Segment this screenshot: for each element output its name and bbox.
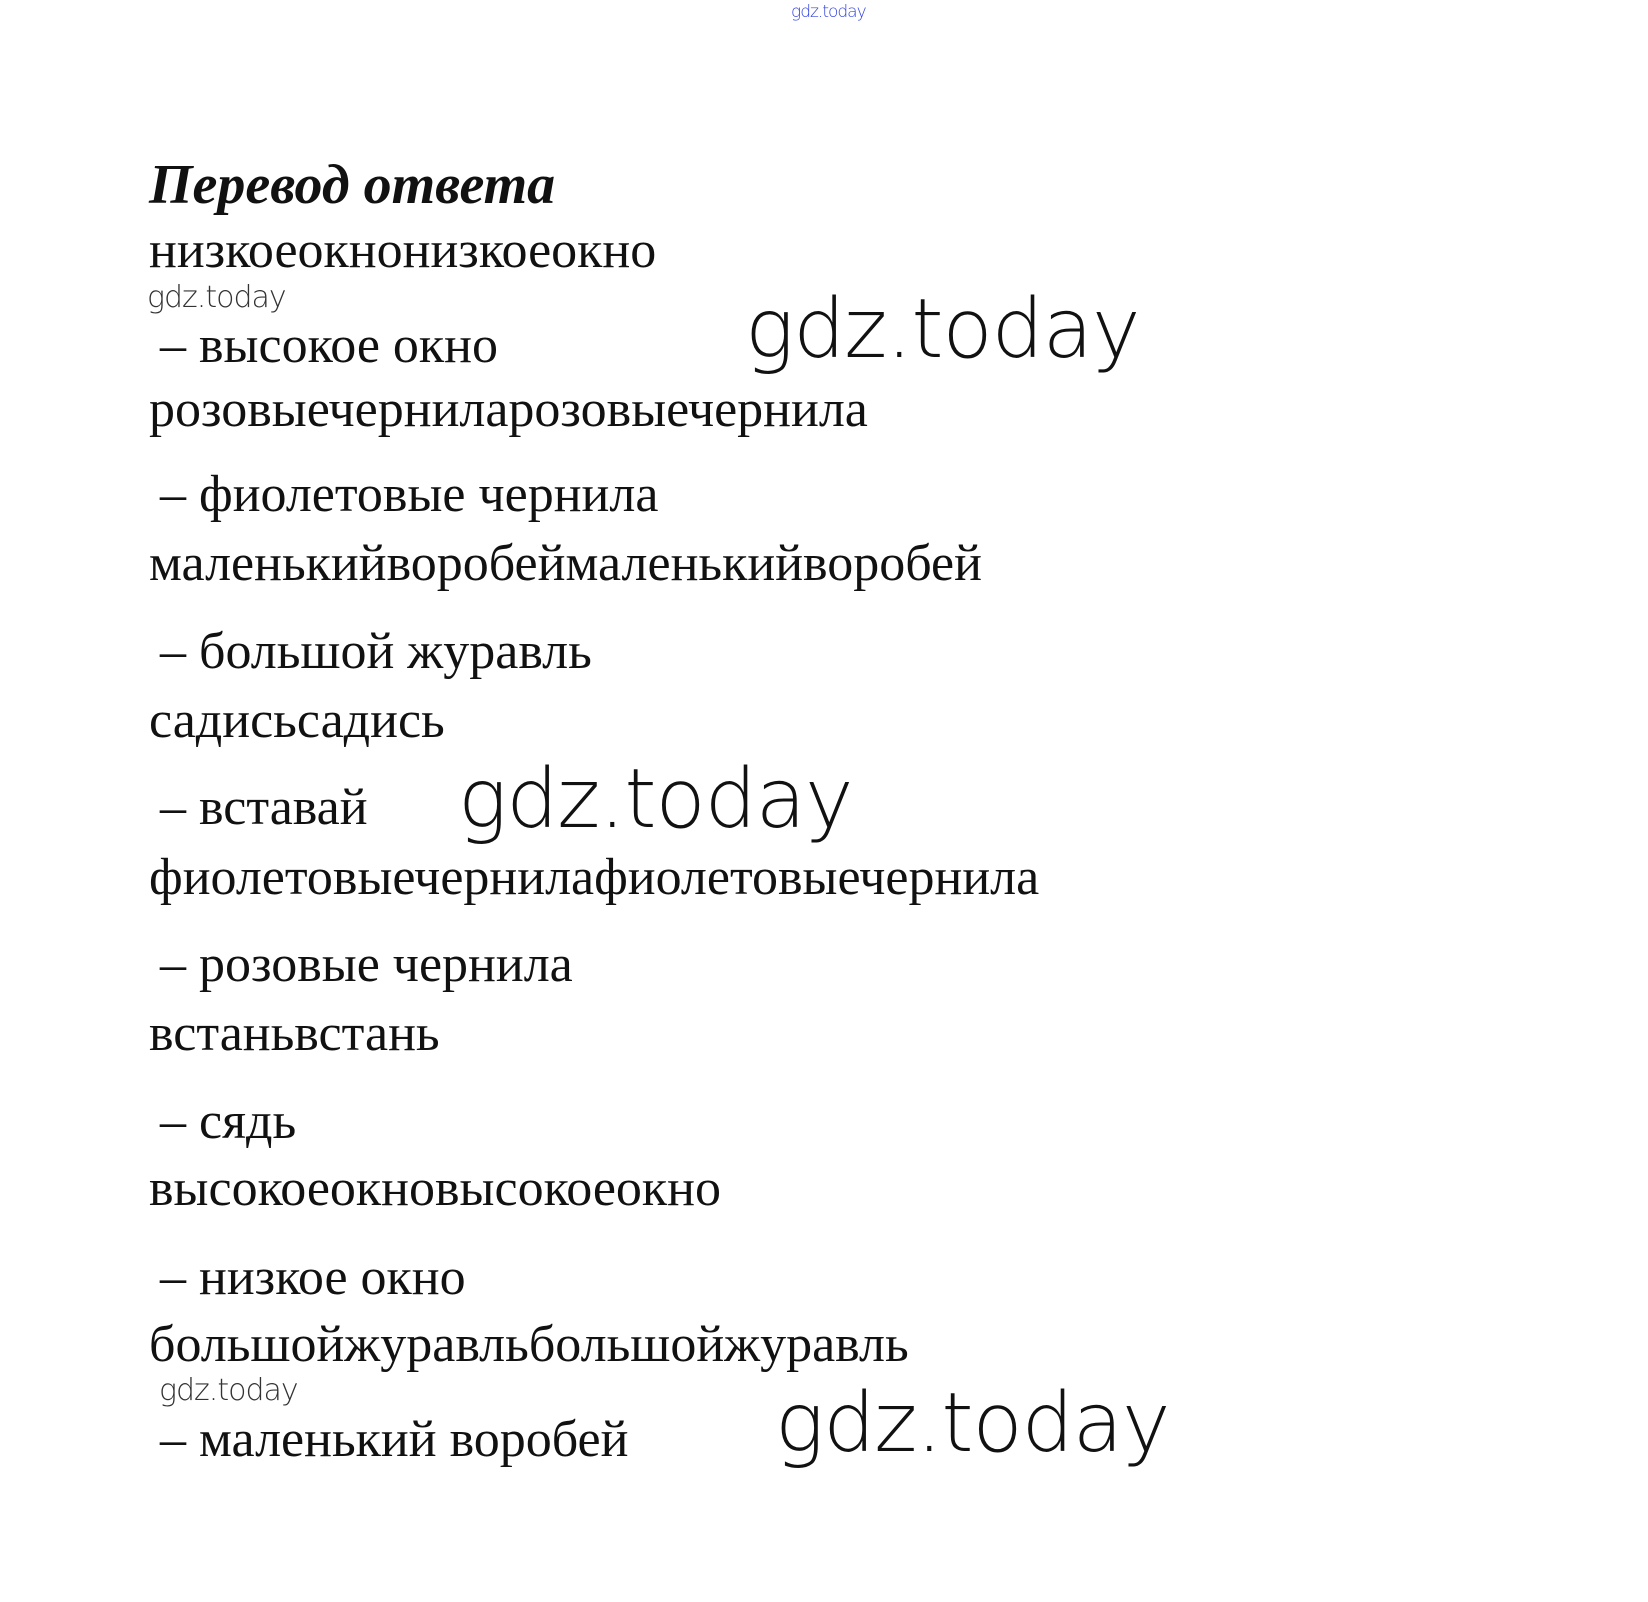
translation-line: – низкое окно	[160, 1249, 466, 1306]
translation-line: – маленький воробей	[160, 1411, 629, 1468]
translation-line: – большой журавль	[160, 623, 592, 680]
text-line: маленькийворобеймаленькийворобей	[149, 535, 982, 592]
watermark-large: gdz.today	[775, 1376, 1170, 1471]
page-title: Перевод ответа	[149, 154, 556, 216]
text-line: низкоеокнонизкоеокно	[149, 222, 657, 279]
watermark-small: gdz.today	[147, 280, 286, 315]
translation-line: – вставай	[160, 779, 368, 836]
watermark-top: gdz.today	[791, 2, 866, 22]
text-line: садисьсадись	[149, 692, 445, 749]
text-line: большойжуравльбольшойжуравль	[149, 1316, 909, 1373]
watermark-large: gdz.today	[745, 282, 1140, 377]
translation-line: – розовые чернила	[160, 936, 573, 993]
translation-line: – сядь	[160, 1093, 297, 1150]
translation-line: – высокое окно	[160, 317, 498, 374]
watermark-small: gdz.today	[159, 1373, 298, 1408]
text-line: высокоеокновысокоеокно	[149, 1160, 721, 1217]
text-line: фиолетовыечернилафиолетовыечернила	[149, 849, 1040, 906]
watermark-large: gdz.today	[458, 752, 853, 847]
text-line: встаньвстань	[149, 1005, 440, 1062]
text-line: розовыечерниларозовыечернила	[149, 381, 868, 438]
translation-line: – фиолетовые чернила	[160, 466, 659, 523]
